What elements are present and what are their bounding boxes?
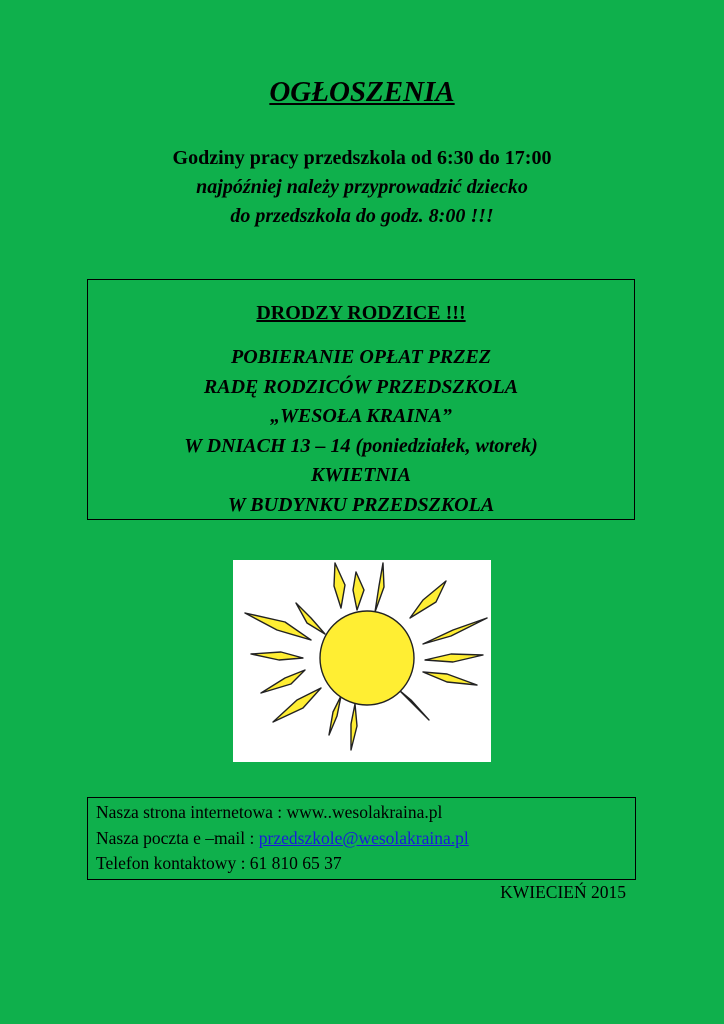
email-link[interactable]: przedszkole@wesolakraina.pl bbox=[258, 827, 469, 848]
notice-body bbox=[88, 343, 634, 520]
working-hours-line: Godziny pracy przedszkola od 6:30 do 17:00 bbox=[172, 147, 552, 169]
notice-line: „WESOŁA KRAINA” bbox=[270, 405, 452, 427]
email-line bbox=[96, 826, 635, 852]
working-hours-section bbox=[0, 144, 724, 231]
phone-line: Telefon kontaktowy : 61 810 65 37 bbox=[96, 853, 342, 873]
drop-off-note-line-2: do przedszkola do godz. 8:00 !!! bbox=[230, 205, 494, 227]
notice-line: KWIETNIA bbox=[310, 464, 412, 486]
page-title: OGŁOSZENIA bbox=[269, 76, 455, 108]
notice-line: RADĘ RODZICÓW PRZEDSZKOLA bbox=[203, 375, 519, 398]
parents-notice-box bbox=[87, 279, 635, 520]
notice-line: W BUDYNKU PRZEDSZKOLA bbox=[227, 493, 495, 516]
website-line: Nasza strona internetowa : www..wesolakraina.pl bbox=[96, 802, 443, 822]
notice-line: POBIERANIE OPŁAT PRZEZ bbox=[230, 346, 492, 368]
sun-icon bbox=[233, 560, 491, 762]
email-label: Nasza poczta e –mail : bbox=[96, 827, 259, 848]
notice-heading: DRODZY RODZICE !!! bbox=[256, 302, 466, 324]
sun-illustration bbox=[233, 560, 491, 762]
contact-info-box bbox=[87, 797, 636, 880]
date-label: KWIECIEŃ 2015 bbox=[500, 882, 626, 902]
drop-off-note-line-1: najpóźniej należy przyprowadzić dziecko bbox=[196, 176, 528, 198]
notice-line: W DNIACH 13 – 14 (poniedziałek, wtorek) bbox=[184, 434, 538, 457]
